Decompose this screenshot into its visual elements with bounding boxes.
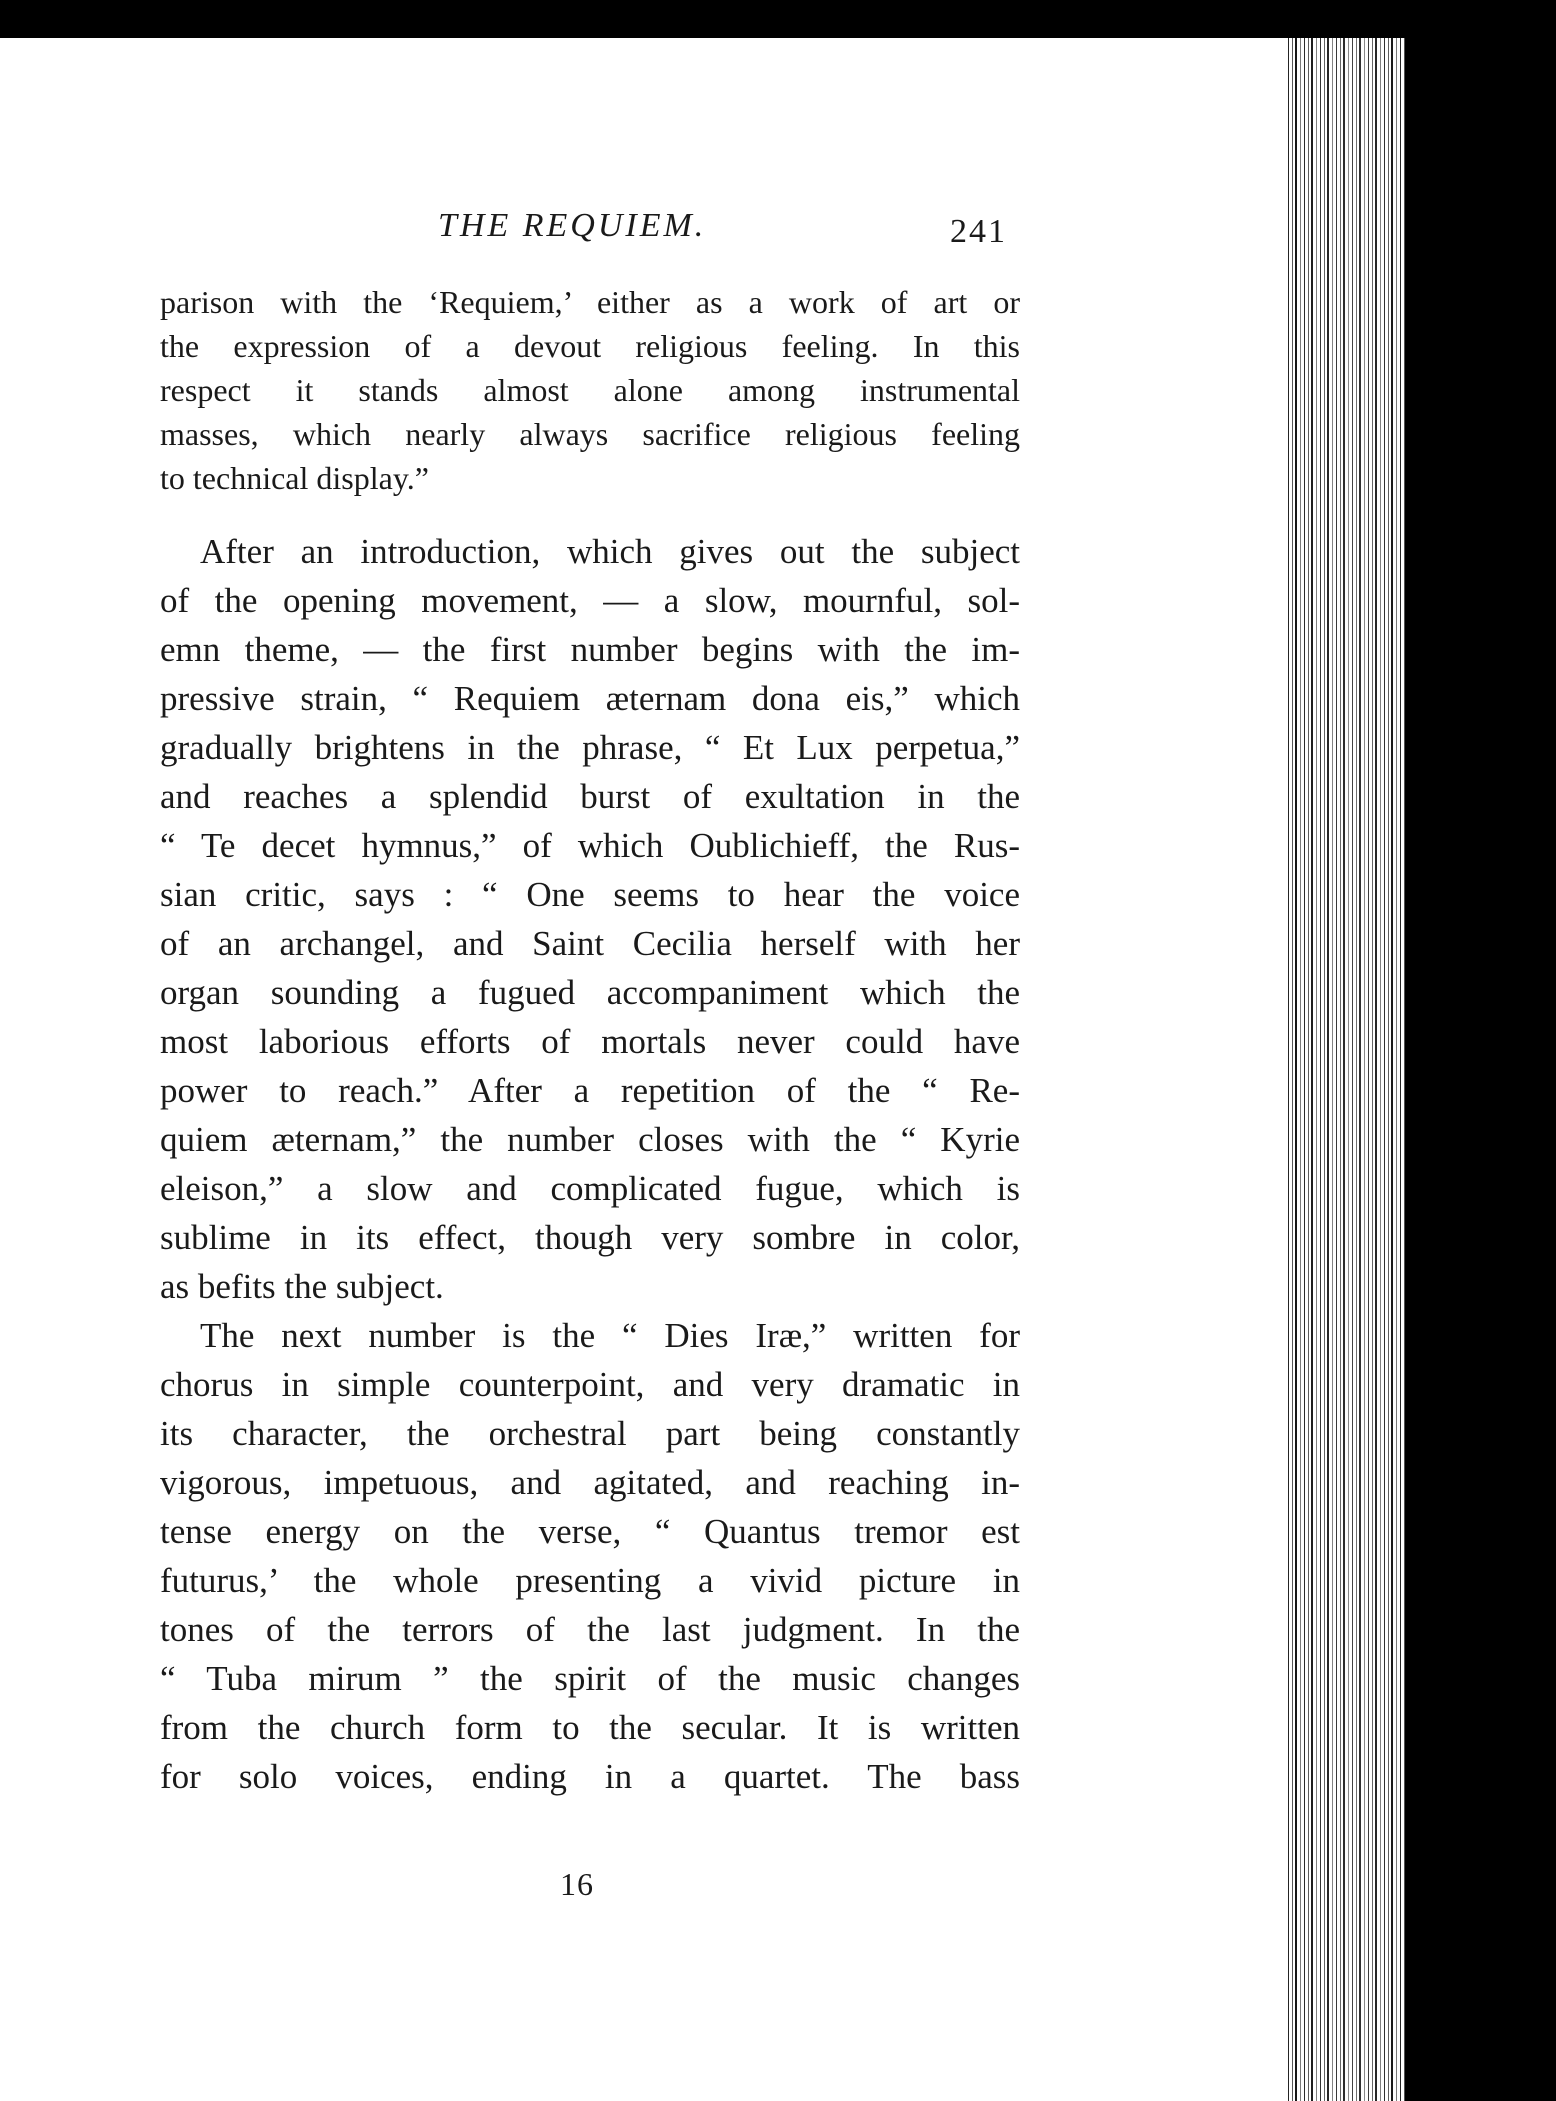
text-line: for solo voices, ending in a quartet. The bass [160,1757,1020,1796]
text-line: masses, which nearly always sacrifice religious feeling [160,416,1020,452]
text-line: as befits the subject. [160,1267,444,1306]
text-line: “ Tuba mirum ” the spirit of the music changes [160,1659,1020,1698]
paragraph-2 [160,527,1020,1311]
text-line: sublime in its effect, though very sombre in color, [160,1218,1020,1257]
text-line: vigorous, impetuous, and agitated, and reaching in- [160,1463,1020,1502]
page-edges [1285,38,1405,2101]
text-line: power to reach.” After a repetition of the “ Re- [160,1071,1020,1110]
text-line: pressive strain, “ Requiem æternam dona eis,” which [160,679,1020,718]
text-line: parison with the ‘Requiem,’ either as a work of art or [160,284,1020,320]
text-line: respect it stands almost alone among instrumental [160,372,1020,408]
text-line: After an introduction, which gives out the subject [200,532,1020,571]
paragraph-3 [160,1311,1020,1801]
text-line: The next number is the “ Dies Iræ,” written for [200,1316,1020,1355]
text-line: the expression of a devout religious feeling. In this [160,328,1020,364]
text-line: chorus in simple counterpoint, and very dramatic in [160,1365,1020,1404]
text-line: and reaches a splendid burst of exultation in the [160,777,1020,816]
text-line: sian critic, says : “ One seems to hear the voice [160,875,1020,914]
text-line: eleison,” a slow and complicated fugue, which is [160,1169,1020,1208]
text-line: from the church form to the secular. It is written [160,1708,1020,1747]
text-line: emn theme, — the first number begins with the im- [160,630,1020,669]
signature-mark: 16 [560,1866,594,1902]
scan-border-right [1405,38,1556,2101]
scan-border-top [0,0,1556,38]
text-line: futurus,’ the whole presenting a vivid picture in [160,1561,1020,1600]
text-line: quiem æternam,” the number closes with the “ Kyrie [160,1120,1020,1159]
text-line: organ sounding a fugued accompaniment which the [160,973,1020,1012]
book-page [0,38,1285,2101]
body-text [160,280,1020,1801]
running-title: THE REQUIEM. [438,207,707,244]
text-line: tense energy on the verse, “ Quantus tremor est [160,1512,1020,1551]
text-line: of an archangel, and Saint Cecilia herself with her [160,924,1020,963]
text-line: its character, the orchestral part being constantly [160,1414,1020,1453]
text-line: to technical display.” [160,460,429,496]
text-line: most laborious efforts of mortals never could have [160,1022,1020,1061]
text-line: gradually brightens in the phrase, “ Et Lux perpetua,” [160,728,1020,767]
text-line: tones of the terrors of the last judgment. In the [160,1610,1020,1649]
text-line: “ Te decet hymnus,” of which Oublichieff, the Rus- [160,826,1020,865]
paragraph-1 [160,280,1020,500]
page-number: 241 [950,213,1007,250]
text-line: of the opening movement, — a slow, mournful, sol- [160,581,1020,620]
